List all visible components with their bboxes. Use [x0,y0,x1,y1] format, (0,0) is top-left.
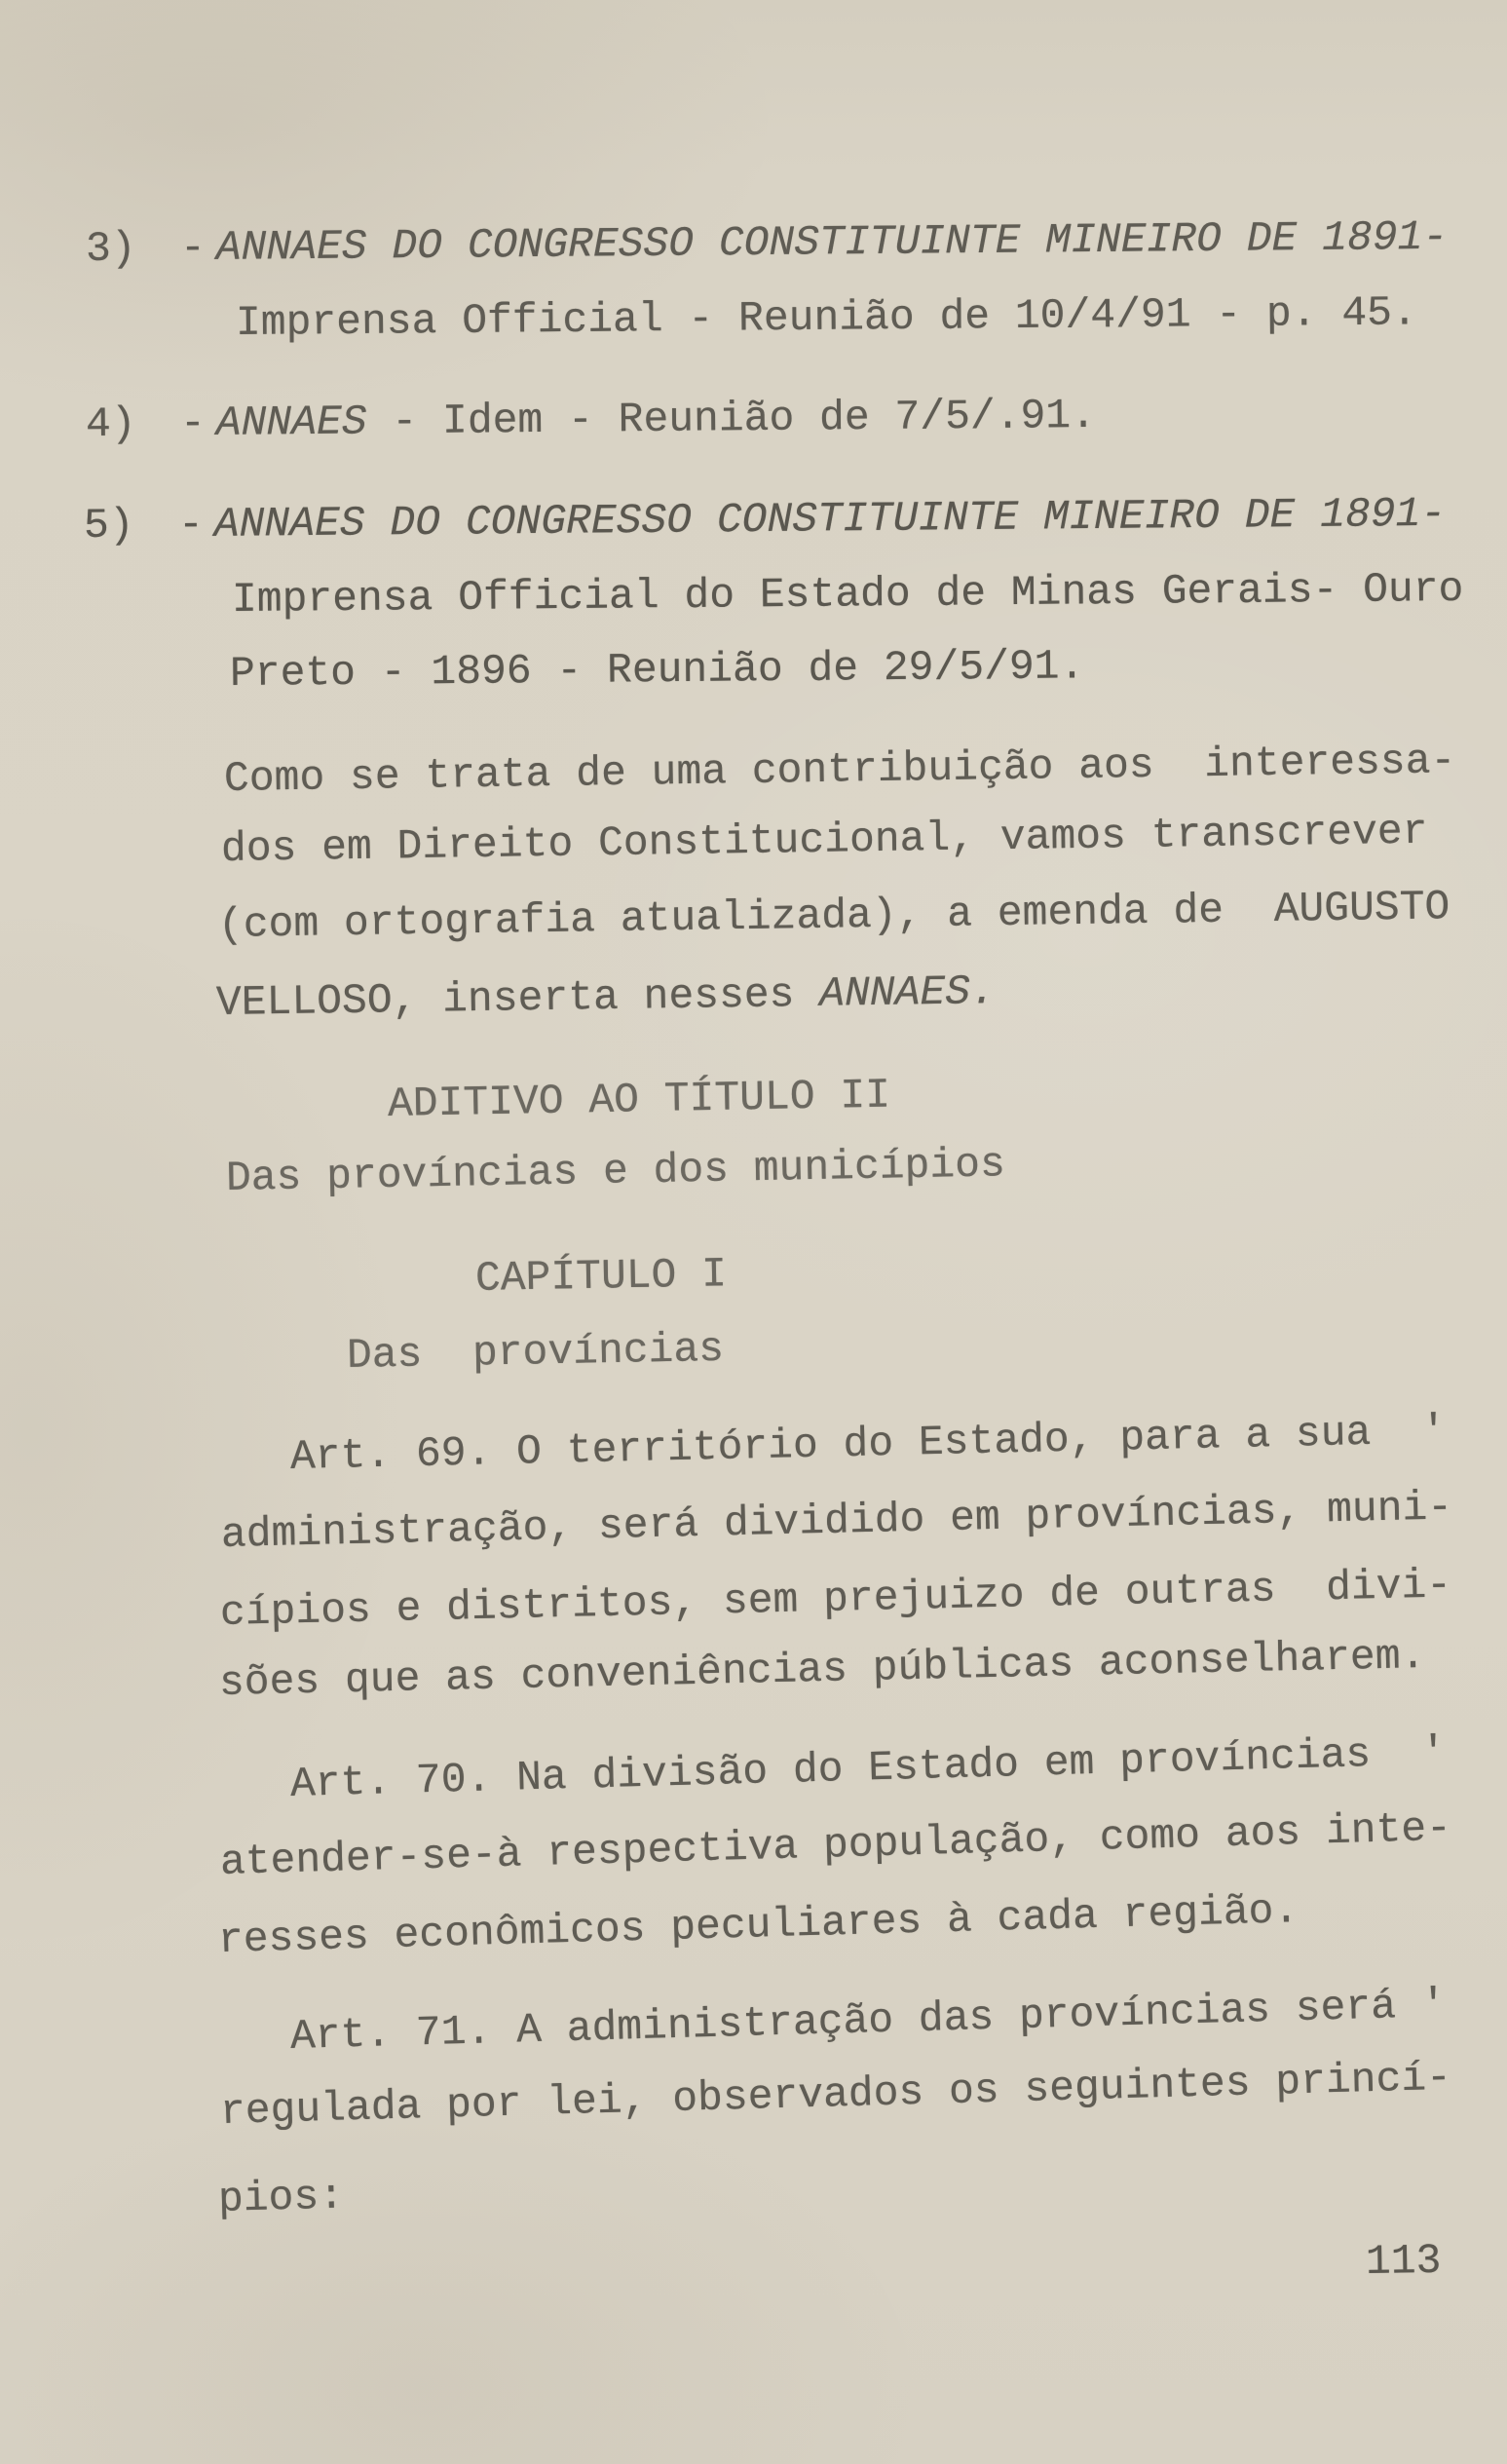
bib-item-4-rest: - Idem - Reunião de 7/5/.91. [366,391,1097,446]
art70-line-3: resses econômicos peculiares à cada região. [217,1886,1300,1964]
heading-cap-subtitle: Das províncias [346,1324,725,1380]
art71-line-1: Art. 71. A administração das províncias será ' [289,1980,1448,2061]
heading-capitulo: CAPÍTULO I [474,1250,728,1303]
intro-line-4-annaes: ANNAES. [818,967,997,1018]
art69-line-2: administração, será dividido em províncias, muni- [220,1483,1453,1559]
art71-line-2: regulada por lei, observados os seguintes princí- [219,2053,1452,2136]
bib-item-3-line-2: Imprensa Official - Reunião de 10/4/91 - p. 45. [235,288,1417,347]
heading-subtitle: Das províncias e dos municípios [225,1140,1006,1202]
intro-line-2: dos em Direito Constitucional, vamos transcrever [220,807,1428,873]
bib-item-5-line-3: Preto - 1896 - Reunião de 29/5/91. [229,642,1085,698]
bib-item-5-line-1 [84,491,1447,549]
intro-line-4 [216,968,997,1026]
bib-item-3-marker: 3) [85,224,136,273]
bib-item-4-dash: - [179,398,207,448]
bib-item-4-title: ANNAES [215,398,367,447]
bib-item-5-title: ANNAES DO CONGRESSO CONSTITUINTE MINEIRO DE 1891- [213,489,1447,549]
bib-item-5-line-2: Imprensa Official do Estado de Minas Gerais- Ouro [231,564,1464,624]
art70-line-1: Art. 70. Na divisão do Estado em províncias ' [289,1727,1448,1808]
bib-item-3-dash: - [179,223,207,273]
intro-line-4-text: VELLOSO, inserta nesses [215,969,820,1027]
page-number: 113 [1365,2236,1442,2286]
art70-line-2: atender-se-à respectiva população, como aos inte- [219,1803,1452,1886]
heading-aditivo: ADITIVO AO TÍTULO II [387,1071,891,1128]
bib-item-5-marker: 5) [83,501,134,550]
intro-line-1: Como se trata de uma contribuição aos interessa- [223,737,1456,803]
art69-line-3: cípios e distritos, sem prejuizo de outras divi- [219,1561,1452,1637]
intro-line-3: (com ortografia atualizada), a emenda de AUGUSTO [217,883,1450,949]
bib-item-4-line-1 [86,393,1096,447]
bib-item-3-line-1 [86,214,1449,272]
art69-line-1: Art. 69. O território do Estado, para a sua ' [289,1407,1448,1481]
bib-item-3-title: ANNAES DO CONGRESSO CONSTITUINTE MINEIRO DE 1891- [215,212,1449,272]
bib-item-4-marker: 4) [85,399,136,448]
art71-line-3: pios: [217,2172,345,2223]
bib-item-5-dash: - [177,500,205,550]
art69-line-4: sões que as conveniências públicas aconselharem. [218,1631,1426,1707]
